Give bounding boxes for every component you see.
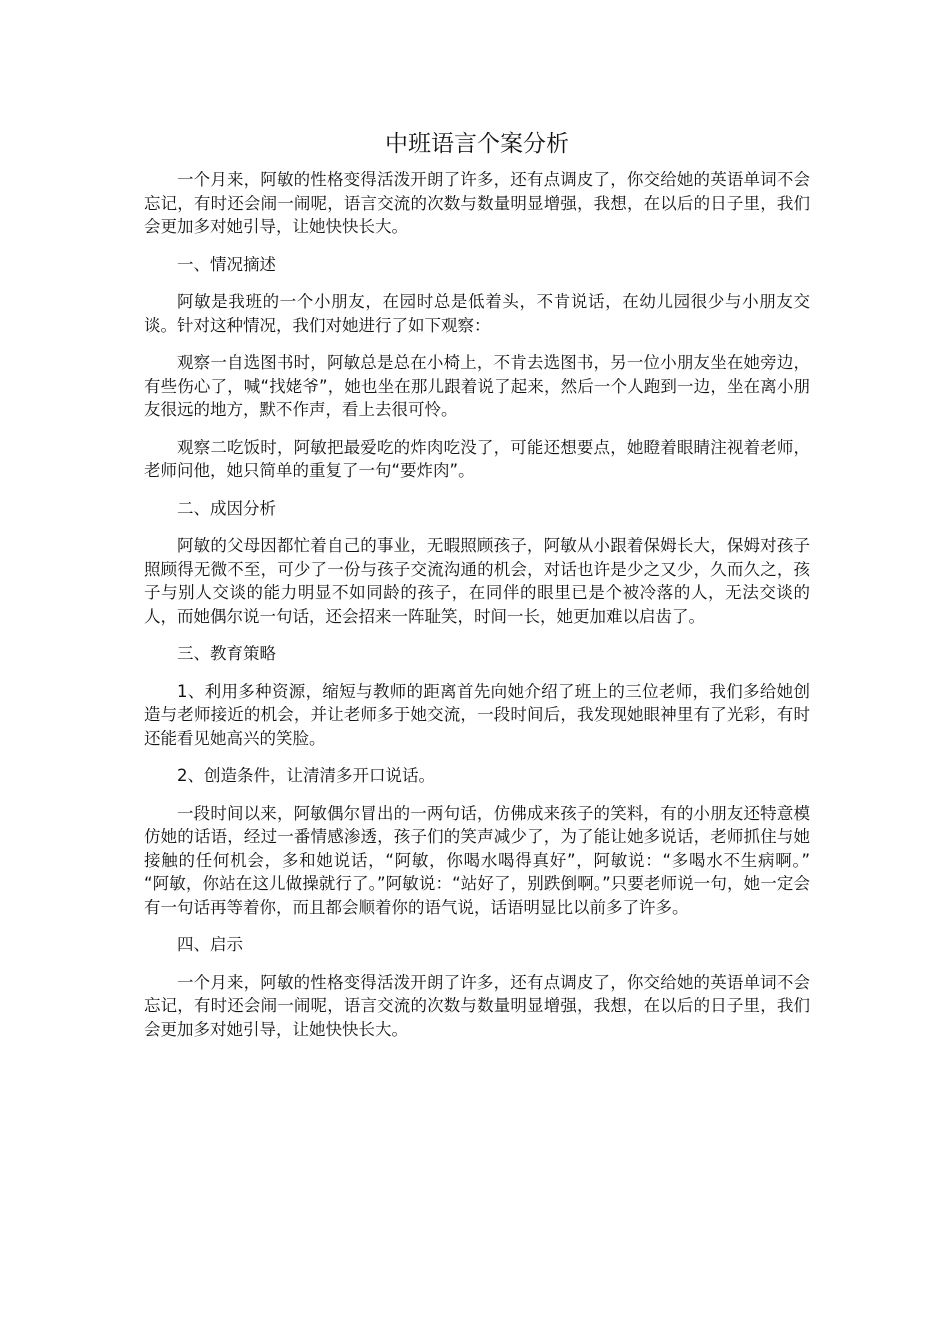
intro-paragraph: 一个月来，阿敏的性格变得活泼开朗了许多，还有点调皮了，你交给她的英语单词不会忘记，有时还会闹一闹呢，语言交流的次数与数量明显增强，我想，在以后的日子里，我们会更加多对她引导，让她快快长大。 [144,170,810,236]
document-body [144,126,810,1055]
section-heading-strategies: 三、教育策略 [177,644,276,663]
strategy-one-paragraph: 1、利用多种资源，缩短与教师的距离首先向她介绍了班上的三位老师，我们多给她创造与老师接近的机会，并让老师多于她交流，一段时间后，我发现她眼神里有了光彩，有时还能看见她高兴的笑脸。 [144,681,810,748]
insights-paragraph: 一个月来，阿敏的性格变得活泼开朗了许多，还有点调皮了，你交给她的英语单词不会忘记，有时还会闹一闹呢，语言交流的次数与数量明显增强，我想，在以后的日子里，我们会更加多对她引导，让她快快长大。 [144,972,810,1039]
observation-one-paragraph: 观察一自选图书时，阿敏总是总在小椅上，不肯去选图书，另一位小朋友坐在她旁边，有些伤心了，喊“找姥爷”，她也坐在那儿跟着说了起来，然后一个人跑到一边，坐在离小朋友很远的地方，默不作声，看上去很可怜。 [144,353,810,419]
strategy-two-heading: 2、创造条件，让清清多开口说话。 [177,766,435,785]
situation-paragraph: 阿敏是我班的一个小朋友，在园时总是低着头，不肯说话，在幼儿园很少与小朋友交谈。针对这种情况，我们对她进行了如下观察： [144,292,810,335]
section-heading-insights: 四、启示 [177,935,243,954]
section-heading-situation: 一、情况摘述 [177,254,276,274]
causes-paragraph: 阿敏的父母因都忙着自己的事业，无暇照顾孩子，阿敏从小跟着保姆长大，保姆对孩子照顾得无微不至，可少了一份与孩子交流沟通的机会，对话也许是少之又少，久而久之，孩子与别人交谈的能力明显不如同龄的孩子，在同伴的眼里已是个被冷落的人，无法交谈的人，而她偶尔说一句话，还会招来一阵耻笑，时间一长，她更加难以启齿了。 [144,536,810,626]
document-title: 中班语言个案分析 [385,131,569,157]
strategy-two-paragraph: 一段时间以来，阿敏偶尔冒出的一两句话，仿佛成来孩子的笑料，有的小朋友还特意模仿她的话语，经过一番情感渗透，孩子们的笑声减少了，为了能让她多说话，老师抓住与她接触的任何机会，多和她说话，“阿敏，你喝水喝得真好”，阿敏说：“多喝水不生病啊。” “阿敏，你站在这儿做操就行了。”阿敏说：“站好了，别跌倒啊。”只要老师说一句，她一定会有一句话再等着你，而且都会顺着你的语气说，话语明显比以前多了许多。 [144,803,810,917]
section-heading-causes: 二、成因分析 [177,498,276,518]
observation-two-paragraph: 观察二吃饭时，阿敏把最爱吃的炸肉吃没了，可能还想要点，她瞪着眼睛注视着老师，老师问他，她只简单的重复了一句“要炸肉”。 [144,437,810,480]
